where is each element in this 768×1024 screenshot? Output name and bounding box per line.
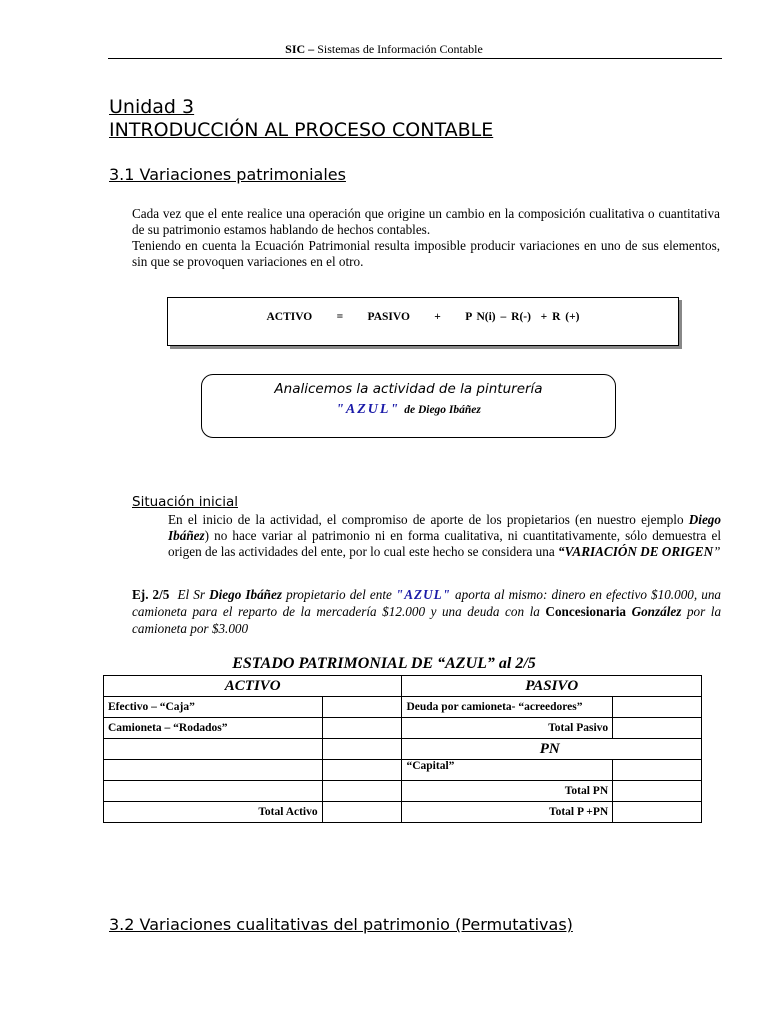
intro-text: [132, 206, 720, 270]
ejemplo-concesionaria: Concesionaria: [545, 604, 627, 619]
efectivo-value: [322, 697, 402, 718]
empty-cell: [322, 760, 402, 781]
unit-title: INTRODUCCIÓN AL PROCESO CONTABLE: [109, 119, 494, 141]
total-ppn-value: [613, 802, 702, 823]
callout-azul: "AZUL": [336, 402, 401, 417]
intro-paragraph-2: Teniendo en cuenta la Ecuación Patrimonial resulta imposible producir variaciones en uno de sus elementos, sin que se provoquen variaciones en el otro.: [132, 238, 720, 269]
deuda-label: Deuda por camioneta- “acreedores”: [402, 697, 613, 718]
empty-cell: [104, 760, 323, 781]
capital-label: “Capital”: [402, 760, 613, 781]
equation-text: ACTIVO = PASIVO + P N(i) – R(-) + R (+): [266, 311, 580, 323]
header-sic: SIC –: [285, 42, 315, 56]
unit-number: Unidad 3: [109, 96, 195, 118]
header-title: Sistemas de Información Contable: [317, 42, 483, 56]
section-2-title: 3.2 Variaciones cualitativas del patrimonio (Permutativas): [109, 915, 573, 934]
intro-paragraph-1: Cada vez que el ente realice una operación que origine un cambio en la composición cualitativa o cuantitativa de su patrimonio estamos hablando de hechos contables.: [132, 206, 720, 237]
ejemplo-text-4: por la camioneta por $3.000: [132, 604, 722, 636]
total-pn-value: [613, 781, 702, 802]
page-header: [0, 42, 768, 57]
camioneta-label: Camioneta – “Rodados”: [104, 718, 323, 739]
total-pn-label: Total PN: [402, 781, 613, 802]
situacion-text-2: ) no hace variar al patrimonio ni en forma cualitativa, ni cuantitativamente, sólo demuestra el origen de las actividades del ente, por lo cual este hecho se considera una: [168, 528, 721, 559]
pasivo-header: PASIVO: [402, 676, 702, 697]
ejemplo-text-2: propietario del ente: [286, 587, 392, 602]
ejemplo-azul: "AZUL": [395, 587, 451, 602]
capital-value: [613, 760, 702, 781]
table-row: [104, 718, 702, 739]
ejemplo-name: Diego Ibáñez: [209, 587, 282, 602]
callout-line1: Analicemos la actividad de la pinturería: [274, 381, 543, 397]
situacion-term: “VARIACIÓN DE ORIGEN: [557, 544, 714, 559]
situacion-body: [168, 512, 721, 560]
total-ppn-label: Total P +PN: [402, 802, 613, 823]
ejemplo-text: [132, 586, 721, 637]
equation-box: [167, 297, 679, 346]
callout-line2: [202, 400, 615, 418]
table-row: [104, 760, 702, 781]
empty-cell: [322, 739, 402, 760]
total-activo-value: [322, 802, 402, 823]
situacion-title: Situación inicial: [132, 494, 238, 510]
situacion-name: Diego Ibáñez: [168, 512, 721, 543]
activo-header: ACTIVO: [104, 676, 402, 697]
table-row: [104, 697, 702, 718]
callout-owner: de Diego Ibáñez: [404, 404, 481, 416]
estado-patrimonial-table: [103, 675, 702, 823]
ejemplo-gonzalez: González: [631, 604, 682, 619]
empty-cell: [104, 739, 323, 760]
total-activo-label: Total Activo: [104, 802, 323, 823]
header-divider: [108, 58, 722, 59]
camioneta-value: [322, 718, 402, 739]
table-row: [104, 781, 702, 802]
table-row: [104, 739, 702, 760]
callout-box: [201, 374, 616, 438]
efectivo-label: Efectivo – “Caja”: [104, 697, 323, 718]
empty-cell: [104, 781, 323, 802]
ejemplo-text-3: aporta al mismo: dinero en efectivo $10.000, una camioneta para el reparto de la mercadería $12.000 y una deuda con la: [132, 587, 722, 619]
ejemplo-text-1: El Sr: [177, 587, 205, 602]
ejemplo-label: Ej. 2/5: [132, 587, 170, 602]
situacion-text-1: En el inicio de la actividad, el compromiso de aporte de los propietarios (en nuestro ejemplo: [168, 512, 684, 527]
estado-title: ESTADO PATRIMONIAL DE “AZUL” al 2/5: [232, 655, 536, 672]
pn-header: PN: [402, 739, 702, 760]
table-row: [104, 802, 702, 823]
deuda-value: [613, 697, 702, 718]
situacion-close: ”: [713, 544, 721, 559]
total-pasivo-label: Total Pasivo: [402, 718, 613, 739]
unit-heading: [109, 96, 493, 142]
total-pasivo-value: [613, 718, 702, 739]
section-1-title: 3.1 Variaciones patrimoniales: [109, 165, 346, 184]
empty-cell: [322, 781, 402, 802]
table-header-row: [104, 676, 702, 697]
